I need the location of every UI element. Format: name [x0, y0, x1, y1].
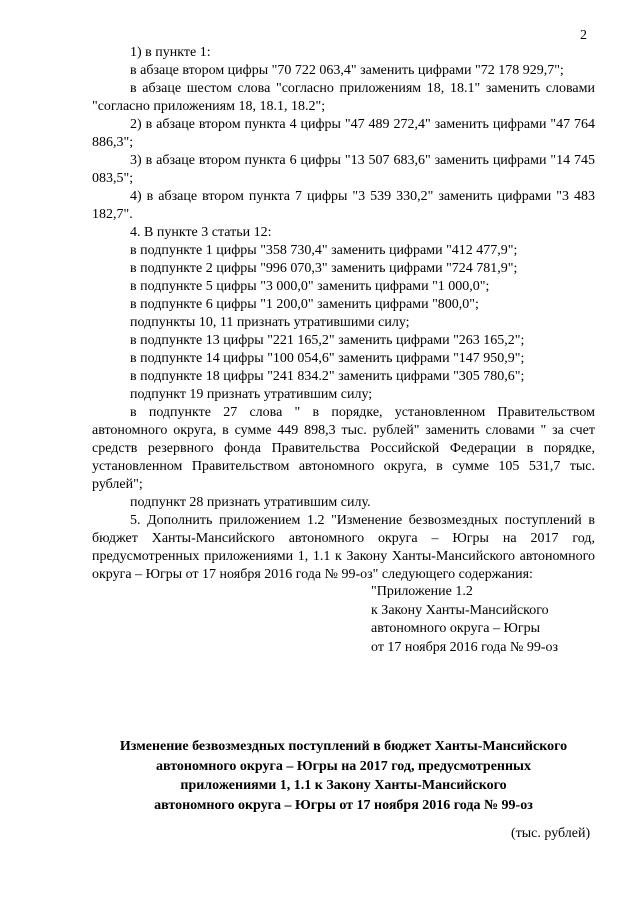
- paragraph: подпункт 19 признать утратившим силу;: [130, 387, 373, 402]
- table-title-line: автономного округа – Югры на 2017 год, предусмотренных: [156, 758, 531, 774]
- appendix-reference-line: к Закону Ханты-Мансийского: [371, 602, 549, 618]
- paragraph: в подпункте 14 цифры "100 054,6" заменить цифрами "147 950,9";: [130, 351, 525, 366]
- paragraph: 3) в абзаце втором пункта 6 цифры "13 507 683,6" заменить цифрами "14 745 083,5";: [92, 153, 595, 186]
- appendix-reference-line: от 17 ноября 2016 года № 99-оз: [371, 639, 559, 655]
- paragraph: подпункты 10, 11 признать утратившими силу;: [130, 315, 410, 330]
- amendment-text: [92, 44, 595, 584]
- paragraph: в абзаце втором цифры "70 722 063,4" заменить цифрами "72 178 929,7";: [130, 63, 564, 78]
- paragraph: в подпункте 13 цифры "221 165,2" заменить цифрами "263 165,2";: [130, 333, 525, 348]
- paragraph: 4. В пункте 3 статьи 12:: [130, 225, 272, 240]
- appendix-reference: [371, 583, 558, 657]
- paragraph: 2) в абзаце втором пункта 4 цифры "47 489 272,4" заменить цифрами "47 764 886,3";: [92, 117, 595, 150]
- paragraph: в абзаце шестом слова "согласно приложениям 18, 18.1" заменить словами "согласно приложениям 18, 18.1, 18.2";: [92, 81, 595, 114]
- page-number: 2: [580, 28, 587, 43]
- table-title-line: автономного округа – Югры от 17 ноября 2016 года № 99-оз: [154, 797, 533, 813]
- table-title-line: Изменение безвозмездных поступлений в бюджет Ханты-Мансийского: [119, 739, 568, 754]
- table-title-line: приложениями 1, 1.1 к Закону Ханты-Мансийского: [180, 778, 507, 793]
- paragraph: 4) в абзаце втором пункта 7 цифры "3 539 330,2" заменить цифрами "3 483 182,7".: [92, 189, 595, 222]
- paragraph: в подпункте 2 цифры "996 070,3" заменить цифрами "724 781,9";: [130, 261, 518, 276]
- paragraph: в подпункте 5 цифры "3 000,0" заменить цифрами "1 000,0";: [130, 279, 490, 294]
- paragraph: 1) в пункте 1:: [130, 45, 211, 60]
- appendix-reference-line: "Приложение 1.2: [371, 584, 473, 599]
- paragraph: в подпункте 1 цифры "358 730,4" заменить цифрами "412 477,9";: [130, 243, 518, 258]
- units-label: (тыс. рублей): [511, 826, 591, 841]
- table-title: [92, 737, 595, 815]
- paragraph: в подпункте 27 слова " в порядке, установленном Правительством автономного округа, в сумме 449 898,3 тыс. рублей" заменить словами " за счет средств резервного фонда Правительства Российской Федерации в порядке, установленном Правительством автономного округа, в сумме 105 531,7 тыс. рублей";: [92, 405, 595, 492]
- paragraph: 5. Дополнить приложением 1.2 "Изменение безвозмездных поступлений в бюджет Ханты-Мансийского автономного округа – Югры на 2017 год, предусмотренных приложениями 1, 1.1 к Закону Ханты-Мансийского автономного округа – Югры от 17 ноября 2016 года № 99-оз" следующего содержания:: [92, 513, 595, 582]
- paragraph: подпункт 28 признать утратившим силу.: [130, 495, 371, 510]
- paragraph: в подпункте 6 цифры "1 200,0" заменить цифрами "800,0";: [130, 297, 479, 312]
- appendix-reference-line: автономного округа – Югры: [371, 621, 540, 636]
- paragraph: в подпункте 18 цифры "241 834.2" заменить цифрами "305 780,6";: [130, 369, 525, 384]
